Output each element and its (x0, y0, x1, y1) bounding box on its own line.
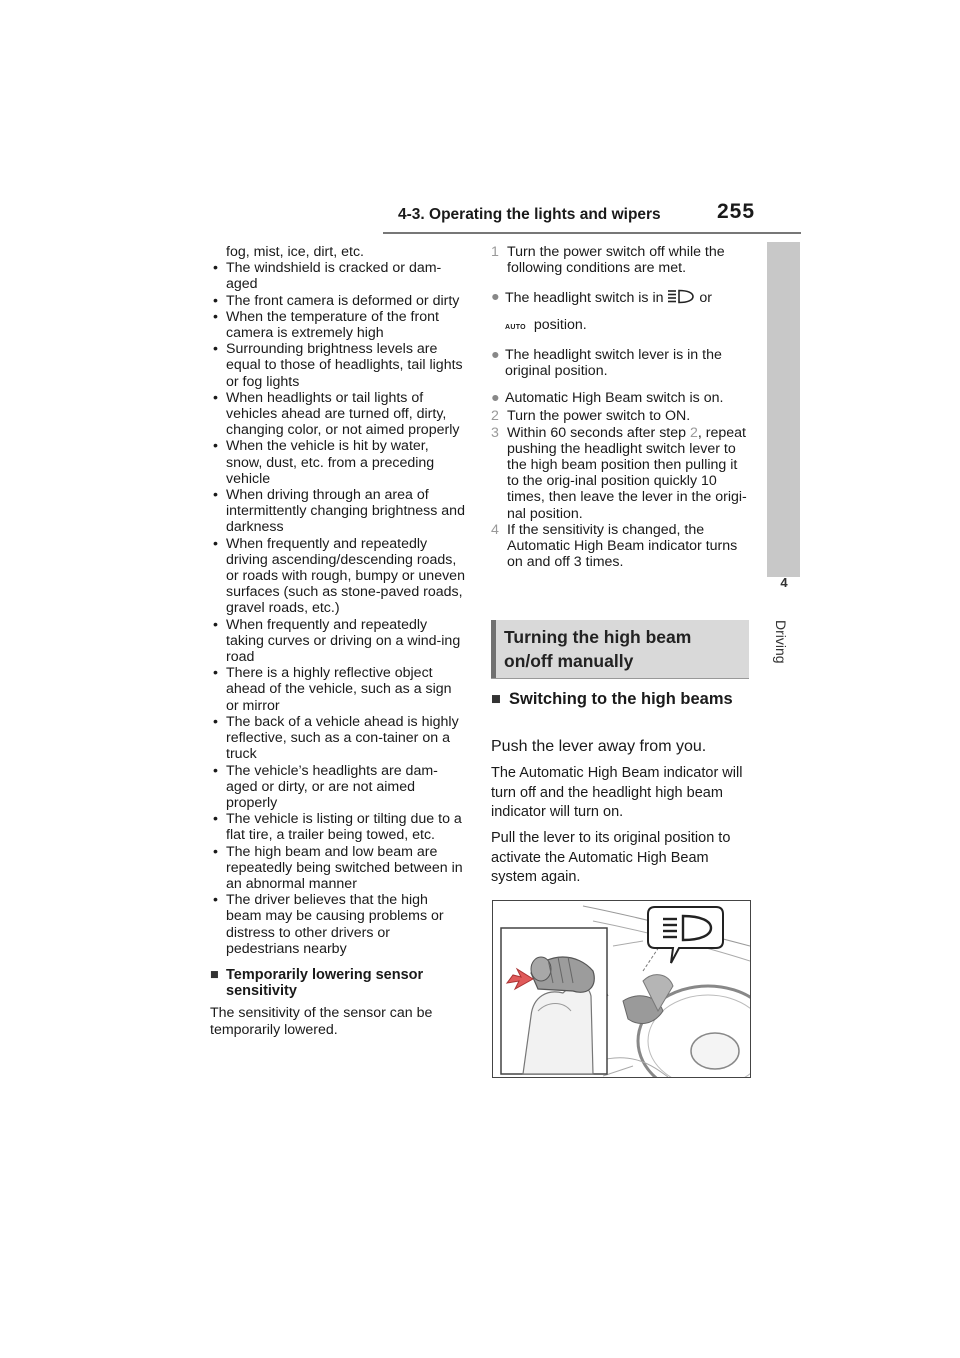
list-item: • When headlights or tail lights of vehicles ahead are turned off, dirty, changing color, or not aimed properly (210, 390, 466, 439)
circle-bullet-icon: ● (491, 289, 500, 306)
list-item: • When the temperature of the front camera is extremely high (210, 309, 466, 341)
condition-headlight-switch (491, 289, 753, 335)
list-item: • There is a highly reflective object ahead of the vehicle, such as a sign or mirror (210, 665, 466, 714)
list-item: • Surrounding brightness levels are equal to those of headlights, tail lights or fog lights (210, 341, 466, 390)
condition-text: or (699, 290, 713, 307)
chapter-number: 4 (780, 575, 788, 590)
section-title: Turning the high beam on/off manually (504, 627, 692, 671)
condition-ahb-switch (491, 390, 753, 406)
step-3 (491, 425, 753, 522)
sensitivity-paragraph: The sensitivity of the sensor can be temporarily lowered. (210, 1005, 433, 1038)
condition-text: The headlight switch lever is in the original position. (505, 346, 722, 380)
step-reference: 2 (689, 424, 698, 441)
step-1 (491, 244, 753, 276)
step-number: 3 (491, 424, 499, 441)
subheading-text: Temporarily lowering sensor sensitivity (226, 966, 424, 1000)
chapter-side-tab (767, 242, 800, 577)
step-4 (491, 522, 753, 571)
list-item: • The vehicle’s headlights are dam-aged or dirty, or are not aimed properly (210, 763, 466, 812)
square-bullet-icon: ■ (491, 690, 501, 708)
condition-text: The headlight switch is in (505, 290, 664, 307)
condition-text: Automatic High Beam switch is on. (505, 390, 724, 407)
illustration-drawing (493, 901, 750, 1077)
chapter-label: Driving (773, 620, 789, 664)
list-item: • When frequently and repeatedly taking curves or driving on a wind-ing road (210, 617, 466, 666)
subheading-text: Switching to the high beams (509, 690, 733, 708)
page-number: 255 (717, 200, 756, 223)
list-item: • When the vehicle is hit by water, snow, dust, etc. from a preceding vehicle (210, 438, 466, 487)
header-divider (383, 232, 801, 234)
section-divider (491, 678, 749, 679)
step-number: 1 (491, 244, 499, 260)
list-item: • The back of a vehicle ahead is highly reflective, such as a con-tainer on a truck (210, 714, 466, 763)
auto-icon: AUTO (505, 323, 526, 331)
section-accent-bar (491, 620, 496, 678)
section-heading-box (491, 620, 749, 678)
subheading-high-beams (491, 688, 753, 710)
page-header-title: 4-3. Operating the lights and wipers (398, 206, 661, 223)
square-bullet-icon: ■ (210, 966, 219, 983)
condition-list (210, 260, 466, 957)
lever-illustration (492, 900, 751, 1078)
list-item: • The front camera is deformed or dirty (210, 293, 466, 309)
list-item: • When frequently and repeatedly driving ascending/descending roads, or roads with rough, bumpy or uneven surfaces (such as stone-paved roads, gravel roads, etc.) (210, 536, 466, 617)
step-text: Turn the power switch off while the following conditions are met. (507, 244, 725, 277)
headlight-icon (667, 289, 695, 304)
step-text: Turn the power switch to ON. (507, 408, 691, 425)
circle-bullet-icon: ● (491, 346, 500, 363)
step-text: If the sensitivity is changed, the Automatic High Beam indicator turns on and off 3 times. (507, 521, 738, 571)
step-number: 2 (491, 408, 499, 425)
step-text: , repeat pushing the headlight switch lever to the high beam position then pulling it to the orig-inal position quickly 10 times, then leave the lever in the origi-nal position. (507, 424, 747, 522)
list-item: • The vehicle is listing or tilting due to a flat tire, a trailer being towed, etc. (210, 811, 466, 843)
left-column (210, 244, 466, 1038)
list-item: • When driving through an area of intermittently changing brightness and darkness (210, 487, 466, 536)
list-item: • The windshield is cracked or dam-aged (210, 260, 466, 292)
continued-text: fog, mist, ice, dirt, etc. (226, 244, 364, 260)
list-item: • The high beam and low beam are repeatedly being switched between in an abnormal manner (210, 844, 466, 893)
instruction-text: Push the lever away from you. (491, 738, 707, 755)
circle-bullet-icon: ● (491, 390, 500, 407)
right-column (491, 244, 753, 570)
paragraph-indicator: The Automatic High Beam indicator will turn off and the headlight high beam indicator will turn on. (491, 765, 743, 820)
step-number: 4 (491, 521, 499, 538)
list-item: • The driver believes that the high beam may be causing problems or distress to other drivers or pedestrians nearby (210, 892, 466, 957)
subheading-sensitivity (210, 967, 466, 999)
paragraph-restore: Pull the lever to its original position to activate the Automatic High Beam system again. (491, 830, 731, 885)
condition-lever-position (491, 347, 753, 379)
step-2 (491, 408, 753, 424)
step-text: Within 60 seconds after step (507, 424, 687, 441)
condition-text: position. (533, 316, 587, 333)
